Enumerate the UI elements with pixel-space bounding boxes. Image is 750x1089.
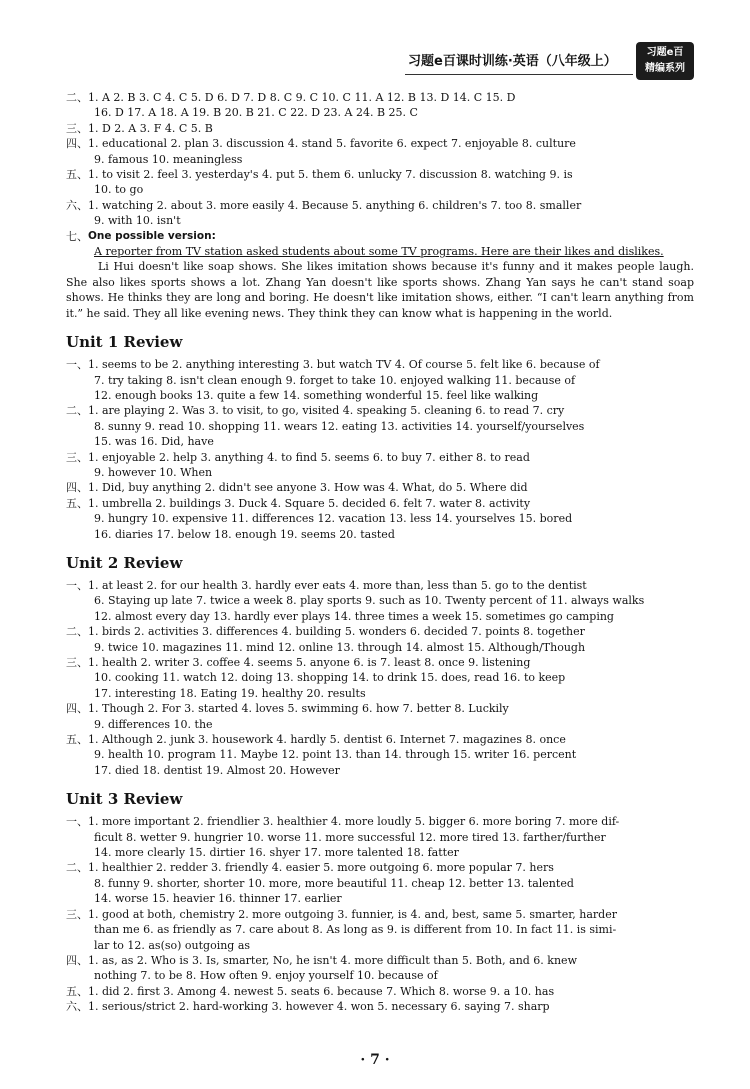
unit-title: Unit 1 Review — [66, 333, 183, 352]
answer-text: 1. D 2. A 3. F 4. C 5. B — [88, 121, 213, 135]
answer-line — [66, 747, 694, 762]
answer-text: 14. more clearly 15. dirtier 16. shyer 17. more talented 18. fatter — [94, 846, 459, 860]
answer-line — [66, 90, 694, 105]
section-label: 三、 — [66, 450, 88, 464]
answer-section — [66, 984, 694, 999]
section-label: 一、 — [66, 358, 88, 372]
answer-line — [66, 198, 694, 213]
answer-text: 16. D 17. A 18. A 19. B 20. B 21. C 22. D 23. A 24. B 25. C — [94, 106, 418, 120]
answer-line — [66, 450, 694, 465]
answer-section — [66, 90, 694, 121]
answer-text: 6. Staying up late 7. twice a week 8. play sports 9. such as 10. Twenty percent of 11. always walks — [94, 594, 645, 608]
section-label: 二、 — [66, 625, 88, 639]
page-header — [0, 0, 750, 90]
answer-section — [66, 480, 694, 495]
answer-section — [66, 907, 694, 953]
section-label: 四、 — [66, 137, 88, 151]
answer-line — [66, 814, 694, 829]
section-label: 一、 — [66, 578, 88, 592]
answer-text: 1. are playing 2. Was 3. to visit, to go, visited 4. speaking 5. cleaning 6. to read 7. cry — [88, 404, 565, 418]
answer-section — [66, 121, 694, 136]
answer-text: 1. seems to be 2. anything interesting 3. but watch TV 4. Of course 5. felt like 6. because of — [88, 358, 600, 372]
answer-text: 7. try taking 8. isn't clean enough 9. forget to take 10. enjoyed walking 11. because of — [94, 373, 576, 387]
answer-line — [66, 701, 694, 716]
answer-content — [66, 90, 694, 1015]
logo-line-1: 习题e百 — [646, 47, 684, 58]
answer-line — [66, 527, 694, 542]
answer-line — [66, 984, 694, 999]
answer-text: ficult 8. wetter 9. hungrier 10. worse 11. more successful 12. more tired 13. farther/further — [94, 830, 606, 844]
answer-section — [66, 732, 694, 778]
answer-line — [66, 922, 694, 937]
answer-section — [66, 860, 694, 906]
header-rule — [405, 74, 633, 75]
section-label: 二、 — [66, 861, 88, 875]
answer-line — [66, 419, 694, 434]
page-number: · 7 · — [360, 1052, 390, 1068]
answer-line — [66, 593, 694, 608]
answer-text: 1. as, as 2. Who is 3. Is, smarter, No, he isn't 4. more difficult than 5. Both, and 6. knew — [88, 953, 577, 967]
answer-line — [66, 167, 694, 182]
answer-text: 1. serious/strict 2. hard-working 3. however 4. won 5. necessary 6. saying 7. sharp — [88, 1000, 550, 1014]
answer-text: 9. hungry 10. expensive 11. differences 12. vacation 13. less 14. yourselves 15. bored — [94, 512, 573, 526]
answer-text: 1. to visit 2. feel 3. yesterday's 4. put 5. them 6. unlucky 7. discussion 8. watching 9. is — [88, 168, 573, 182]
answer-line — [66, 845, 694, 860]
answer-line — [66, 136, 694, 151]
answer-line — [66, 121, 694, 136]
essay-intro: A reporter from TV station asked students about some TV programs. Here are their likes and dislikes. — [94, 245, 664, 259]
answer-line — [66, 717, 694, 732]
answer-text: lar to 12. as(so) outgoing as — [94, 938, 251, 952]
answer-line — [66, 686, 694, 701]
section-label: 五、 — [66, 733, 88, 747]
answer-text: 12. enough books 13. quite a few 14. something wonderful 15. feel like walking — [94, 388, 539, 402]
answer-section — [66, 624, 694, 655]
answer-line — [66, 968, 694, 983]
answer-text: 1. more important 2. friendlier 3. healthier 4. more loudly 5. bigger 6. more boring 7. more dif- — [88, 815, 620, 829]
answer-section — [66, 450, 694, 481]
answer-text: 10. to go — [94, 183, 144, 197]
answer-text: 1. educational 2. plan 3. discussion 4. stand 5. favorite 6. expect 7. enjoyable 8. culture — [88, 137, 576, 151]
answer-section — [66, 999, 694, 1014]
answer-text: 1. A 2. B 3. C 4. C 5. D 6. D 7. D 8. C 9. C 10. C 11. A 12. B 13. D 14. C 15. D — [88, 91, 516, 104]
essay-heading: One possible version: — [88, 229, 216, 242]
essay-label: 七、 — [66, 229, 88, 243]
answer-section — [66, 701, 694, 732]
answer-text: 1. enjoyable 2. help 3. anything 4. to find 5. seems 6. to buy 7. either 8. to read — [88, 450, 530, 464]
unit-reviews — [66, 333, 694, 1014]
section-label: 二、 — [66, 404, 88, 418]
essay-section — [66, 229, 694, 321]
answer-line — [66, 640, 694, 655]
answer-text: 8. sunny 9. read 10. shopping 11. wears 12. eating 13. activities 14. yourself/yourselves — [94, 419, 585, 433]
answer-line — [66, 891, 694, 906]
answer-text: 1. healthier 2. redder 3. friendly 4. easier 5. more outgoing 6. more popular 7. hers — [88, 861, 554, 875]
answer-line — [66, 624, 694, 639]
section-label: 三、 — [66, 907, 88, 921]
answer-line — [66, 465, 694, 480]
answer-line — [66, 655, 694, 670]
answer-text: 1. umbrella 2. buildings 3. Duck 4. Square 5. decided 6. felt 7. water 8. activity — [88, 496, 531, 510]
answer-text: 1. health 2. writer 3. coffee 4. seems 5. anyone 6. is 7. least 8. once 9. listening — [88, 656, 531, 669]
answer-line — [66, 609, 694, 624]
answer-text: 14. worse 15. heavier 16. thinner 17. earlier — [94, 892, 342, 906]
answer-line — [66, 182, 694, 197]
previous-unit-answers — [66, 90, 694, 229]
answer-line — [66, 403, 694, 418]
answer-line — [66, 434, 694, 449]
answer-line — [66, 999, 694, 1014]
section-label: 六、 — [66, 1000, 88, 1014]
answer-section — [66, 814, 694, 860]
answer-line — [66, 876, 694, 891]
answer-line — [66, 480, 694, 495]
answer-line — [66, 907, 694, 922]
answer-line — [66, 578, 694, 593]
answer-text: 9. health 10. program 11. Maybe 12. point 13. than 14. through 15. writer 16. percent — [94, 748, 577, 762]
answer-text: 16. diaries 17. below 18. enough 19. seems 20. tasted — [94, 527, 395, 541]
answer-line — [66, 830, 694, 845]
series-logo — [636, 42, 694, 80]
answer-line — [66, 860, 694, 875]
answer-text: 9. however 10. When — [94, 465, 213, 479]
section-label: 一、 — [66, 815, 88, 829]
logo-line-2: 精编系列 — [645, 63, 685, 74]
answer-line — [66, 373, 694, 388]
answer-text: 12. almost every day 13. hardly ever plays 14. three times a week 15. sometimes go camping — [94, 609, 614, 623]
section-label: 四、 — [66, 702, 88, 716]
section-label: 四、 — [66, 481, 88, 495]
section-label: 三、 — [66, 656, 88, 669]
answer-text: 10. cooking 11. watch 12. doing 13. shopping 14. to drink 15. does, read 16. to keep — [94, 671, 566, 685]
unit-review — [66, 333, 694, 542]
answer-text: than me 6. as friendly as 7. care about 8. As long as 9. is different from 10. In fact 11. is simi- — [94, 923, 617, 937]
unit-title: Unit 3 Review — [66, 790, 183, 809]
unit-review — [66, 554, 694, 778]
essay-body: Li Hui doesn't like soap shows. She likes imitation shows because it's funny and it makes people laugh. She also likes sports shows a lot. Zhang Yan doesn't like sports shows. Zhang Yan says he can't stand soap shows. He thinks they are long and boring. He doesn't like imitation shows, either. “I can't learn anything from it.” he said. They all like evening news. They think they can know what is happening in the world. — [66, 260, 694, 320]
answer-text: 9. differences 10. the — [94, 717, 213, 731]
section-label: 五、 — [66, 984, 88, 998]
answer-line — [66, 388, 694, 403]
section-label: 五、 — [66, 496, 88, 510]
answer-section — [66, 403, 694, 449]
answer-section — [66, 167, 694, 198]
answer-line — [66, 670, 694, 685]
answer-section — [66, 357, 694, 403]
section-label: 四、 — [66, 953, 88, 967]
answer-line — [66, 511, 694, 526]
answer-section — [66, 655, 694, 701]
unit-review — [66, 790, 694, 1014]
answer-text: 9. twice 10. magazines 11. mind 12. online 13. through 14. almost 15. Although/Though — [94, 640, 586, 654]
answer-text: 1. birds 2. activities 3. differences 4. building 5. wonders 6. decided 7. points 8. together — [88, 625, 585, 639]
answer-text: 1. Did, buy anything 2. didn't see anyone 3. How was 4. What, do 5. Where did — [88, 481, 528, 495]
unit-title: Unit 2 Review — [66, 553, 183, 572]
answer-text: nothing 7. to be 8. How often 9. enjoy yourself 10. because of — [94, 969, 438, 983]
answer-text: 9. famous 10. meaningless — [94, 152, 243, 166]
answer-line — [66, 938, 694, 953]
section-label: 二、 — [66, 91, 88, 104]
book-title: 习题e百课时训练·英语（八年级上） — [408, 54, 617, 69]
answer-text: 1. Though 2. For 3. started 4. loves 5. swimming 6. how 7. better 8. Luckily — [88, 702, 509, 716]
answer-section — [66, 953, 694, 984]
answer-section — [66, 136, 694, 167]
answer-line — [66, 357, 694, 372]
answer-text: 15. was 16. Did, have — [94, 435, 214, 449]
answer-text: 1. at least 2. for our health 3. hardly ever eats 4. more than, less than 5. go to the dentist — [88, 578, 587, 592]
section-label: 三、 — [66, 121, 88, 135]
answer-text: 9. with 10. isn't — [94, 214, 181, 228]
answer-text: 1. good at both, chemistry 2. more outgoing 3. funnier, is 4. and, best, same 5. smarter, harder — [88, 907, 617, 921]
answer-text: 17. died 18. dentist 19. Almost 20. However — [94, 763, 340, 777]
answer-line — [66, 496, 694, 511]
section-label: 五、 — [66, 168, 88, 182]
answer-line — [66, 152, 694, 167]
answer-section — [66, 496, 694, 542]
answer-text: 1. did 2. first 3. Among 4. newest 5. seats 6. because 7. Which 8. worse 9. a 10. has — [88, 984, 555, 998]
answer-section — [66, 578, 694, 624]
answer-line — [66, 732, 694, 747]
answer-line — [66, 213, 694, 228]
answer-section — [66, 198, 694, 229]
answer-line — [66, 953, 694, 968]
answer-text: 8. funny 9. shorter, shorter 10. more, more beautiful 11. cheap 12. better 13. talented — [94, 876, 574, 890]
answer-line — [66, 763, 694, 778]
answer-text: 17. interesting 18. Eating 19. healthy 20. results — [94, 686, 366, 700]
answer-text: 1. Although 2. junk 3. housework 4. hardly 5. dentist 6. Internet 7. magazines 8. once — [88, 733, 566, 747]
answer-line — [66, 105, 694, 120]
section-label: 六、 — [66, 198, 88, 212]
answer-text: 1. watching 2. about 3. more easily 4. Because 5. anything 6. children's 7. too 8. smaller — [88, 198, 582, 212]
